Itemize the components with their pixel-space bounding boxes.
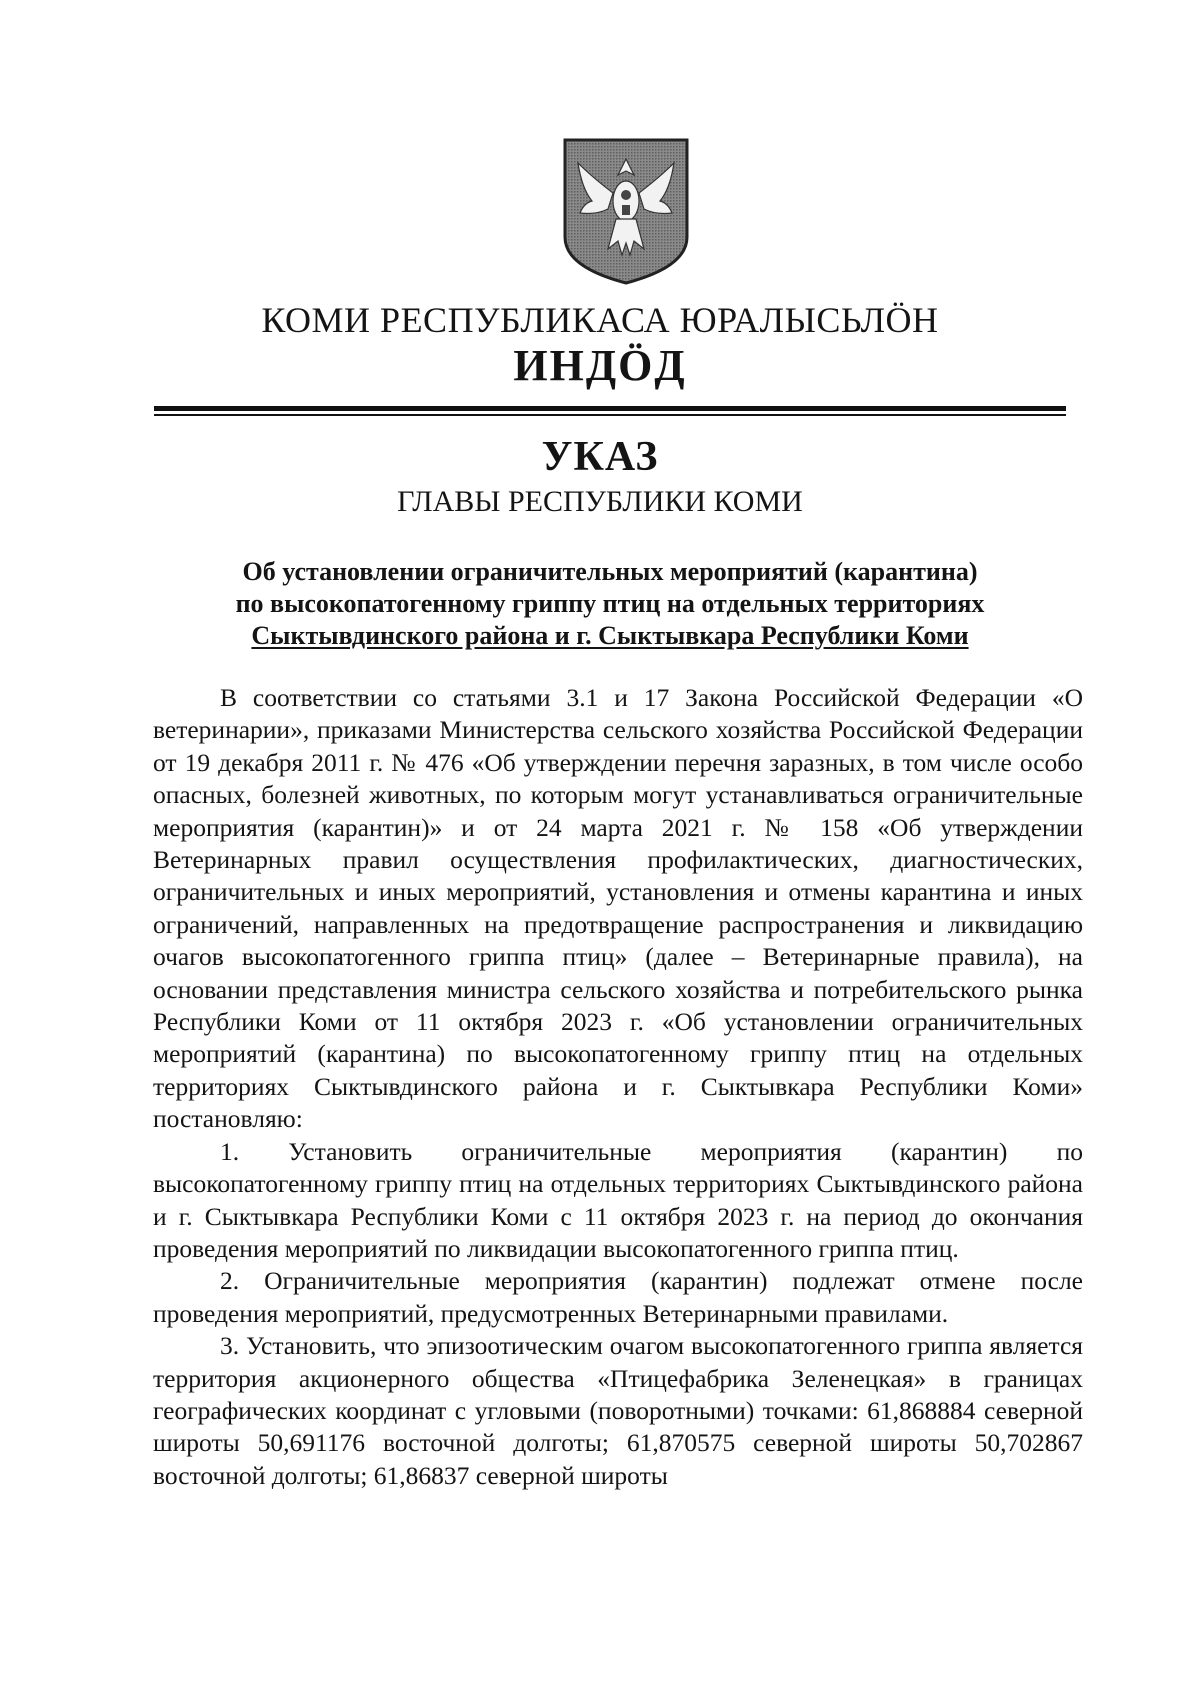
document-title [150, 556, 1070, 652]
header-institution: КОМИ РЕСПУБЛИКАСА ЮРАЛЫСЬЛÖН [261, 300, 939, 340]
title-line: по высокопатогенному гриппу птиц на отдельных территориях [235, 589, 985, 618]
document-issuer: ГЛАВЫ РЕСПУБЛИКИ КОМИ [397, 485, 803, 518]
header-doc-type-komi: ИНДÖД [513, 341, 687, 390]
clause-3-paragraph: 3. Установить, что эпизоотическим очагом высокопатогенного гриппа является территория акционерного общества «Птицефабрика Зеленецкая» в границах географических координат с угловыми (поворотными) точками: 61,868884 северной широты 50,691176 восточной долготы; 61,870575 северной широты 50,702867 восточной долготы; 61,86837 северной широты [153, 1331, 1083, 1490]
document-body [153, 682, 1083, 1492]
document-type: УКАЗ [541, 434, 659, 480]
title-line: Сыктывдинского района и г. Сыктывкара Республики Коми [251, 621, 969, 650]
header-divider-thin [154, 414, 1066, 416]
komi-coat-of-arms-icon [562, 137, 690, 285]
title-line: Об установлении ограничительных мероприятий (карантина) [242, 557, 978, 586]
header-divider [154, 406, 1066, 411]
clause-2-paragraph: 2. Ограничительные мероприятия (карантин) подлежат отмене после проведения мероприятий, предусмотренных Ветеринарными правилами. [153, 1266, 1083, 1328]
preamble-paragraph: В соответствии со статьями 3.1 и 17 Закона Российской Федерации «О ветеринарии», приказами Министерства сельского хозяйства Российской Федерации от 19 декабря 2011 г. № 476 «Об утверждении перечня заразных, в том числе особо опасных, болезней животных, по которым могут устанавливаться ограничительные мероприятия (карантин)» и от 24 марта 2021 г. № 158 «Об утверждении Ветеринарных правил осуществления профилактических, диагностических, ограничительных и иных мероприятий, установления и отмены карантина и иных ограничений, направленных на предотвращение распространения и ликвидацию очагов высокопатогенного гриппа птиц» (далее – Ветеринарные правила), на основании представления министра сельского хозяйства и потребительского рынка Республики Коми от 11 октября 2023 г. «Об установлении ограничительных мероприятий (карантина) по высокопатогенному гриппу птиц на отдельных территориях Сыктывдинского района и г. Сыктывкара Республики Коми» постановляю: [153, 683, 1083, 1134]
clause-1-paragraph: 1. Установить ограничительные мероприятия (карантин) по высокопатогенному гриппу птиц на отдельных территориях Сыктывдинского района и г. Сыктывкара Республики Коми с 11 октября 2023 г. на период до окончания проведения мероприятий по ликвидации высокопатогенного гриппа птиц. [153, 1136, 1083, 1263]
